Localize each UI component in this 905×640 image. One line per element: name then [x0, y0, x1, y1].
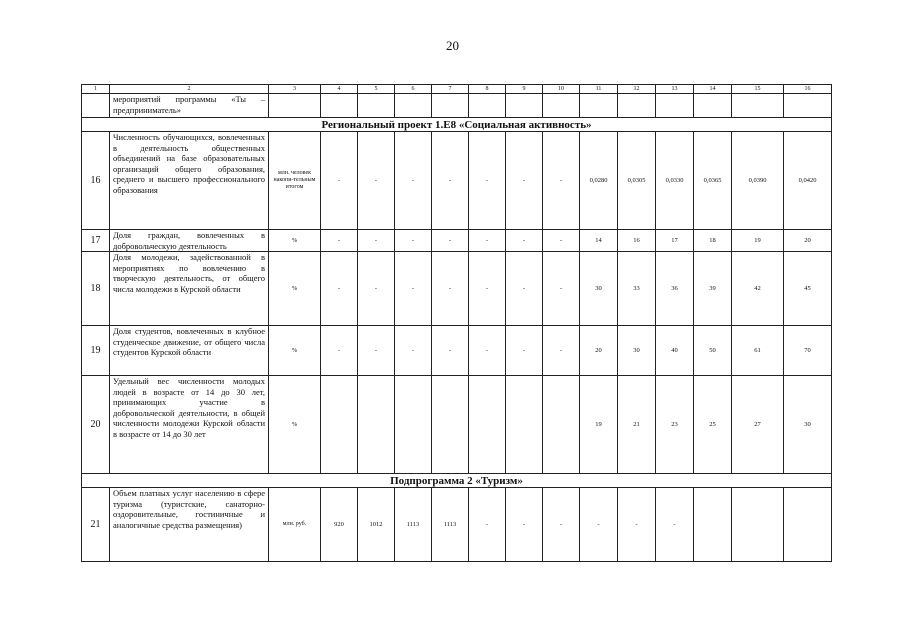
value-cell: - [321, 230, 358, 252]
value-cell: - [432, 132, 469, 230]
continuation-row [82, 94, 832, 118]
value-cell: - [321, 132, 358, 230]
unit-cell: млн. человек накопи-тельным итогом [269, 132, 321, 230]
value-cell [358, 376, 395, 474]
value-cell: - [506, 252, 543, 326]
value-cell: - [321, 326, 358, 376]
section-header-row [82, 118, 832, 132]
value-cell [469, 376, 506, 474]
row-number: 21 [82, 488, 110, 562]
value-cell: 45 [784, 252, 832, 326]
value-cell [395, 376, 432, 474]
value-cell: - [543, 132, 580, 230]
value-cell: 40 [656, 326, 694, 376]
value-cell: - [469, 230, 506, 252]
value-cell: 1012 [358, 488, 395, 562]
indicator-description: Доля молодежи, задействованной в мероприятиях по вовлечению в творческую деятельность, от общего числа молодежи в Курской области [110, 252, 269, 326]
value-cell: 70 [784, 326, 832, 376]
value-cell: - [432, 326, 469, 376]
column-number: 7 [432, 85, 469, 94]
page-number: 20 [446, 38, 459, 53]
value-cell: 0,0280 [580, 132, 618, 230]
value-cell: 42 [732, 252, 784, 326]
value-cell: - [543, 230, 580, 252]
value-cell [321, 376, 358, 474]
value-cell [432, 376, 469, 474]
unit-cell: млн. руб. [269, 488, 321, 562]
value-cell: - [656, 488, 694, 562]
value-cell [506, 376, 543, 474]
value-cell: - [358, 326, 395, 376]
value-cell: 0,0420 [784, 132, 832, 230]
value-cell: 61 [732, 326, 784, 376]
value-cell: 0,0390 [732, 132, 784, 230]
value-cell: 30 [580, 252, 618, 326]
value-cell: 30 [784, 376, 832, 474]
value-cell: - [395, 326, 432, 376]
value-cell: - [580, 488, 618, 562]
value-cell: 50 [694, 326, 732, 376]
value-cell: 1113 [395, 488, 432, 562]
column-number: 3 [269, 85, 321, 94]
column-number: 13 [656, 85, 694, 94]
unit-cell: % [269, 326, 321, 376]
indicator-description: Доля студентов, вовлеченных в клубное студенческое движение, от общего числа студентов Курской области [110, 326, 269, 376]
table-row [82, 252, 832, 326]
value-cell: 16 [618, 230, 656, 252]
row-number: 16 [82, 132, 110, 230]
value-cell: 18 [694, 230, 732, 252]
value-cell: - [469, 252, 506, 326]
column-number: 8 [469, 85, 506, 94]
column-number: 9 [506, 85, 543, 94]
unit-cell: % [269, 376, 321, 474]
table-row [82, 230, 832, 252]
value-cell: - [543, 326, 580, 376]
value-cell: 0,0305 [618, 132, 656, 230]
value-cell: 23 [656, 376, 694, 474]
value-cell: - [321, 252, 358, 326]
value-cell: 0,0365 [694, 132, 732, 230]
indicator-description: Объем платных услуг населению в сфере туризма (туристские, санаторно-оздоровительные, гостиничные и аналогичные средства размещения) [110, 488, 269, 562]
row-number: 19 [82, 326, 110, 376]
value-cell: 14 [580, 230, 618, 252]
value-cell [732, 488, 784, 562]
value-cell: - [543, 252, 580, 326]
column-number: 11 [580, 85, 618, 94]
value-cell: 920 [321, 488, 358, 562]
column-number: 16 [784, 85, 832, 94]
column-number: 4 [321, 85, 358, 94]
value-cell: 27 [732, 376, 784, 474]
value-cell: 21 [618, 376, 656, 474]
value-cell: - [358, 230, 395, 252]
value-cell: - [506, 132, 543, 230]
value-cell: - [506, 326, 543, 376]
value-cell [694, 488, 732, 562]
value-cell: - [618, 488, 656, 562]
value-cell: - [432, 230, 469, 252]
table-row [82, 488, 832, 562]
value-cell: 39 [694, 252, 732, 326]
value-cell: - [469, 488, 506, 562]
indicator-description: мероприятий программы «Ты – предприниматель» [110, 94, 269, 118]
column-number-row [82, 85, 832, 94]
value-cell: - [506, 230, 543, 252]
value-cell: - [395, 132, 432, 230]
value-cell: 17 [656, 230, 694, 252]
column-number: 15 [732, 85, 784, 94]
value-cell: - [358, 252, 395, 326]
indicators-table [81, 84, 832, 562]
value-cell: - [469, 326, 506, 376]
indicator-description: Удельный вес численности молодых людей в возрасте от 14 до 30 лет, принимающих участие в добровольческой деятельности, в общей численности молодежи Курской области в возрасте от 14 до 30 лет [110, 376, 269, 474]
value-cell: 25 [694, 376, 732, 474]
section-title: Подпрограмма 2 «Туризм» [82, 474, 832, 488]
unit-cell: % [269, 230, 321, 252]
value-cell: - [506, 488, 543, 562]
value-cell: - [469, 132, 506, 230]
value-cell: 20 [580, 326, 618, 376]
indicator-description: Доля граждан, вовлеченных в добровольческую деятельность [110, 230, 269, 252]
row-number: 18 [82, 252, 110, 326]
column-number: 10 [543, 85, 580, 94]
value-cell: 19 [580, 376, 618, 474]
column-number: 5 [358, 85, 395, 94]
section-title: Региональный проект 1.Е8 «Социальная активность» [82, 118, 832, 132]
table-row [82, 376, 832, 474]
section-header-row [82, 474, 832, 488]
value-cell: 1113 [432, 488, 469, 562]
column-number: 2 [110, 85, 269, 94]
value-cell: - [543, 488, 580, 562]
value-cell [543, 376, 580, 474]
value-cell: 33 [618, 252, 656, 326]
value-cell: 20 [784, 230, 832, 252]
value-cell: - [358, 132, 395, 230]
value-cell: 0,0330 [656, 132, 694, 230]
value-cell: 19 [732, 230, 784, 252]
value-cell: - [395, 252, 432, 326]
value-cell: 30 [618, 326, 656, 376]
column-number: 6 [395, 85, 432, 94]
value-cell: - [432, 252, 469, 326]
value-cell: 36 [656, 252, 694, 326]
column-number: 14 [694, 85, 732, 94]
unit-cell: % [269, 252, 321, 326]
value-cell [784, 488, 832, 562]
row-number: 17 [82, 230, 110, 252]
row-number-cell [82, 94, 110, 118]
table-row [82, 132, 832, 230]
column-number: 12 [618, 85, 656, 94]
table-row [82, 326, 832, 376]
indicator-description: Численность обучающихся, вовлеченных в деятельность общественных объединений на базе образовательных организаций общего образования, среднего и высшего профессионального образования [110, 132, 269, 230]
value-cell: - [395, 230, 432, 252]
column-number: 1 [82, 85, 110, 94]
row-number: 20 [82, 376, 110, 474]
